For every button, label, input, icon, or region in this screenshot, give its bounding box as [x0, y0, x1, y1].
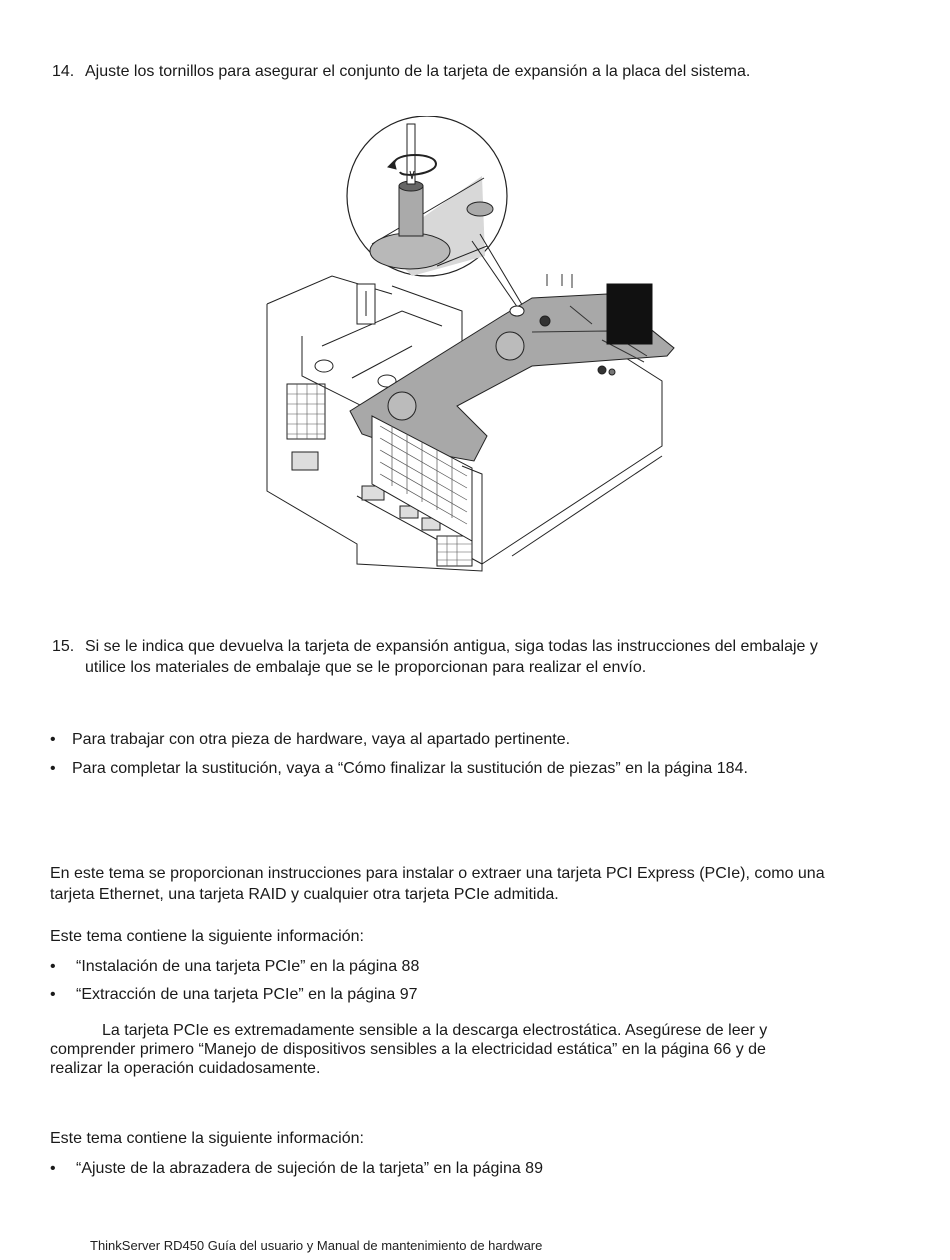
contains-label-install: Este tema contiene la siguiente información:	[50, 1130, 364, 1147]
bullet-marker: •	[50, 986, 56, 1003]
dark-component	[607, 284, 652, 344]
attention-line1: La tarjeta PCIe es extremadamente sensible a la descarga electrostática. Asegúrese de leer y	[102, 1022, 768, 1039]
page-footer: ThinkServer RD450 Guía del usuario y Manual de mantenimiento de hardware	[90, 1238, 543, 1253]
next-step-other-hardware: Para trabajar con otra pieza de hardware, vaya al apartado pertinente.	[72, 731, 571, 748]
step-15-text-line2: utilice los materiales de embalaje que se le proporcionan para realizar el envío.	[85, 659, 647, 676]
link-install-pcie[interactable]: “Instalación de una tarjeta PCIe” en la página 88	[76, 958, 420, 975]
next-step-complete-replacement: Para completar la sustitución, vaya a “Cómo finalizar la sustitución de piezas” en la página 184.	[72, 760, 748, 777]
bullet-marker: •	[50, 958, 56, 975]
bullet-marker: •	[50, 731, 56, 748]
attention-line3: realizar la operación cuidadosamente.	[50, 1060, 321, 1077]
step-14-text: Ajuste los tornillos para asegurar el conjunto de la tarjeta de expansión a la placa del sistema.	[85, 63, 751, 80]
bullet-marker: •	[50, 760, 56, 777]
step-14-number: 14.	[52, 63, 75, 80]
pcie-intro-line1: En este tema se proporcionan instrucciones para instalar o extraer una tarjeta PCI Express (PCIe), como una	[50, 865, 825, 882]
bullet-marker: •	[50, 1160, 56, 1177]
riser-assembly-illustration	[262, 116, 682, 578]
attention-line2: comprender primero “Manejo de dispositivos sensibles a la electricidad estática” en la página 66 y de	[50, 1041, 766, 1058]
link-adjust-retention-bracket[interactable]: “Ajuste de la abrazadera de sujeción de la tarjeta” en la página 89	[76, 1160, 543, 1177]
callout-circle	[347, 116, 507, 276]
step-15-number: 15.	[52, 638, 75, 655]
pcie-intro-line2: tarjeta Ethernet, una tarjeta RAID y cualquier otra tarjeta PCIe admitida.	[50, 886, 559, 903]
contains-label: Este tema contiene la siguiente información:	[50, 928, 364, 945]
step-15-text-line1: Si se le indica que devuelva la tarjeta de expansión antigua, siga todas las instrucciones del embalaje y	[85, 638, 818, 655]
link-remove-pcie[interactable]: “Extracción de una tarjeta PCIe” en la página 97	[76, 986, 418, 1003]
